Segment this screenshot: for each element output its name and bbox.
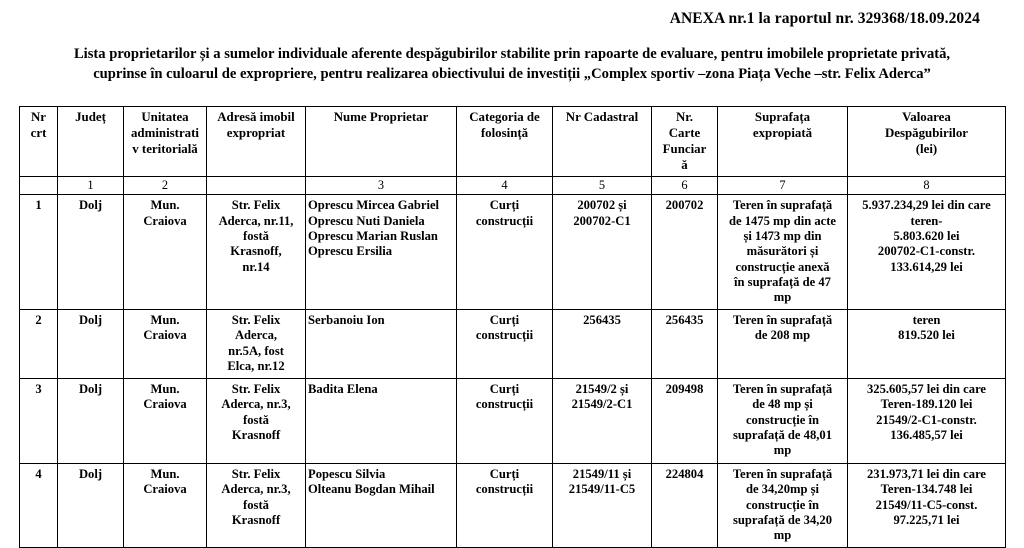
cell-valoare — [848, 378, 1006, 463]
cell-line: 819.520 lei — [898, 328, 955, 343]
cell-line: de 48 mp și — [752, 397, 813, 412]
colnum-2: 2 — [124, 177, 207, 195]
cell-cadastral — [553, 309, 652, 378]
cell-line: Str. Felix — [231, 381, 281, 396]
cell-categorie — [457, 195, 553, 310]
cell-suprafata — [718, 309, 848, 378]
cell-uat — [124, 195, 207, 310]
cell-line: Teren în suprafață — [732, 198, 833, 213]
cell-proprietar — [306, 195, 457, 310]
cell-line: nr.5A, fost — [228, 343, 284, 358]
cell-line: Mun. — [150, 312, 180, 327]
colnum-6: 5 — [553, 177, 652, 195]
cell-line: fostă — [243, 412, 269, 427]
cell-judet: Dolj — [58, 309, 124, 378]
cell-line: mp — [773, 528, 792, 543]
cell-line: Popescu Silvia — [308, 466, 386, 481]
cell-line: de 208 mp — [754, 328, 811, 343]
cell-line: 209498 — [665, 381, 704, 396]
cell-line: Krasnoff — [231, 427, 281, 442]
page-title — [22, 45, 1002, 84]
cell-line: 21549/2-C1 — [571, 397, 633, 412]
cell-suprafata — [718, 378, 848, 463]
cell-line: 5.803.620 lei — [893, 229, 960, 244]
cell-nr-crt: 3 — [20, 378, 58, 463]
cell-suprafata — [718, 195, 848, 310]
table-row — [20, 378, 1006, 463]
cell-line: Teren în suprafață — [732, 312, 833, 327]
cell-line: fostă — [243, 497, 269, 512]
cell-carte-funciara — [652, 309, 718, 378]
cell-line: 97.225,71 lei — [893, 512, 960, 527]
cell-line: Curți — [489, 198, 520, 213]
cell-line: Mun. — [150, 381, 180, 396]
cell-cadastral — [553, 378, 652, 463]
cell-line: în suprafață de 47 — [734, 275, 831, 290]
cell-judet: Dolj — [58, 463, 124, 547]
cell-proprietar — [306, 378, 457, 463]
col-header-cadastral: Nr Cadastral — [553, 107, 652, 177]
table-header-row — [20, 107, 1006, 177]
cell-line: suprafață de 34,20 — [732, 512, 832, 527]
colnum-8: 7 — [718, 177, 848, 195]
cell-categorie — [457, 309, 553, 378]
cell-line: 21549/11 și — [572, 466, 632, 481]
cell-line: 136.485,57 lei — [890, 427, 963, 442]
cell-line: Teren în suprafață — [732, 381, 833, 396]
col-header-suprafata: Suprafața expropiată — [718, 107, 848, 177]
cell-line: 21549/2 și — [575, 381, 629, 396]
cell-line: 325.605,57 lei din care — [866, 381, 987, 396]
table-row — [20, 309, 1006, 378]
cell-nr-crt: 1 — [20, 195, 58, 310]
cell-line: Oprescu Nuti Daniela — [308, 213, 425, 228]
colnum-7: 6 — [652, 177, 718, 195]
cell-line: Curți — [489, 312, 520, 327]
cell-cadastral — [553, 195, 652, 310]
cell-line: Str. Felix — [231, 198, 281, 213]
cell-proprietar — [306, 309, 457, 378]
cell-line: 231.973,71 lei din care — [866, 466, 987, 481]
cell-line: Teren-134.748 lei — [880, 482, 973, 497]
cell-line: Craiova — [143, 213, 187, 228]
cell-line: Elca, nr.12 — [227, 358, 285, 373]
cell-line: nr.14 — [242, 259, 270, 274]
cell-line: teren — [912, 312, 941, 327]
col-header-uat: Unitatea administrati v teritorială — [124, 107, 207, 177]
colnum-3 — [207, 177, 306, 195]
col-header-valoare: Valoarea Despăgubirilor (lei) — [848, 107, 1006, 177]
colnum-4: 3 — [306, 177, 457, 195]
cell-line: suprafață de 48,01 — [732, 427, 832, 442]
cell-judet: Dolj — [58, 195, 124, 310]
cell-line: Craiova — [143, 482, 187, 497]
col-header-adresa: Adresă imobil expropriat — [207, 107, 306, 177]
cell-line: 200702 — [665, 198, 704, 213]
cell-line: Aderca, nr.3, — [221, 482, 291, 497]
cell-line: 200702-C1 — [573, 213, 631, 228]
cell-line: Olteanu Bogdan Mihail — [308, 482, 435, 497]
colnum-1: 1 — [58, 177, 124, 195]
page-title-line1: Lista proprietarilor și a sumelor individuale aferente despăgubirilor stabilite prin rapoarte de evaluare, pentru imobilele proprietate privată, — [73, 46, 951, 62]
cell-adresa — [207, 195, 306, 310]
cell-line: Aderca, nr.11, — [218, 213, 294, 228]
cell-line: Craiova — [143, 397, 187, 412]
cell-line: 256435 — [583, 312, 621, 327]
cell-categorie — [457, 378, 553, 463]
cell-line: Teren-189.120 lei — [880, 397, 973, 412]
annex-reference: ANEXA nr.1 la raportul nr. 329368/18.09.2024 — [669, 10, 980, 27]
cell-line: Oprescu Ersilia — [308, 244, 393, 259]
colnum-0 — [20, 177, 58, 195]
cell-line: Str. Felix — [231, 312, 281, 327]
cell-line: 224804 — [665, 466, 704, 481]
col-header-carte-funciara: Nr. Carte Funciar ă — [652, 107, 718, 177]
cell-line: construcție anexă — [735, 259, 830, 274]
cell-line: construcții — [475, 328, 534, 343]
colnum-5: 4 — [457, 177, 553, 195]
cell-line: Badita Elena — [308, 381, 378, 396]
cell-line: 133.614,29 lei — [890, 259, 963, 274]
cell-line: Oprescu Mircea Gabriel — [308, 198, 440, 213]
cell-judet: Dolj — [58, 378, 124, 463]
cell-line: construcție în — [745, 497, 820, 512]
col-header-judet: Județ — [58, 107, 124, 177]
cell-valoare — [848, 309, 1006, 378]
col-header-proprietar: Nume Proprietar — [306, 107, 457, 177]
table-column-numbers-row — [20, 177, 1006, 195]
cell-line: 200702-C1-constr. — [877, 244, 976, 259]
table-body — [20, 195, 1006, 547]
cell-uat — [124, 309, 207, 378]
cell-line: 21549/2-C1-constr. — [876, 412, 977, 427]
cell-line: Aderca, — [234, 328, 278, 343]
cell-valoare — [848, 195, 1006, 310]
cell-carte-funciara — [652, 195, 718, 310]
page-title-line2: cuprinse în culoarul de expropriere, pentru realizarea obiectivului de investiții „Complex sportiv –zona Piața Veche –str. Felix Aderca” — [93, 65, 931, 82]
cell-adresa — [207, 378, 306, 463]
cell-nr-crt: 4 — [20, 463, 58, 547]
cell-line: Mun. — [150, 466, 180, 481]
cell-line: Mun. — [150, 198, 180, 213]
cell-line: Craiova — [143, 328, 187, 343]
cell-line: de 1475 mp din acte — [728, 213, 837, 228]
cell-line: Str. Felix — [231, 466, 281, 481]
cell-line: 256435 — [665, 312, 704, 327]
cell-line: construcție în — [745, 412, 820, 427]
cell-line: 200702 și — [577, 198, 627, 213]
cell-line: și 1473 mp din — [743, 229, 822, 244]
cell-uat — [124, 378, 207, 463]
cell-line: Aderca, nr.3, — [221, 397, 291, 412]
cell-adresa — [207, 309, 306, 378]
cell-line: construcții — [475, 397, 534, 412]
cell-line: 5.937.234,29 lei din care — [862, 198, 991, 213]
cell-line: Krasnoff — [231, 512, 281, 527]
cell-line: mp — [773, 290, 792, 305]
cell-line: de 34,20mp și — [745, 482, 820, 497]
col-header-categorie: Categoria de folosință — [457, 107, 553, 177]
cell-line: 21549/11-C5-const. — [875, 497, 978, 512]
cell-line: mp — [773, 443, 792, 458]
table-row — [20, 195, 1006, 310]
cell-line: fostă — [243, 229, 269, 244]
cell-line: teren- — [910, 213, 943, 228]
cell-line: măsurători și — [746, 244, 819, 259]
cell-line: Serbanoiu Ion — [308, 312, 385, 327]
cell-line: construcții — [475, 482, 534, 497]
document-page — [0, 10, 1024, 545]
cell-nr-crt: 2 — [20, 309, 58, 378]
cell-line: Teren în suprafață — [732, 466, 833, 481]
table-header — [20, 107, 1006, 195]
cell-line: Curți — [489, 466, 520, 481]
col-header-nr-crt: Nr crt — [20, 107, 58, 177]
cell-line: 21549/11-C5 — [568, 482, 636, 497]
expropriation-table — [19, 106, 1006, 547]
cell-line: Krasnoff, — [230, 244, 282, 259]
cell-carte-funciara — [652, 378, 718, 463]
cell-line: Oprescu Marian Ruslan — [308, 229, 438, 244]
cell-line: Curți — [489, 381, 520, 396]
cell-line: construcții — [475, 213, 534, 228]
colnum-9: 8 — [848, 177, 1006, 195]
